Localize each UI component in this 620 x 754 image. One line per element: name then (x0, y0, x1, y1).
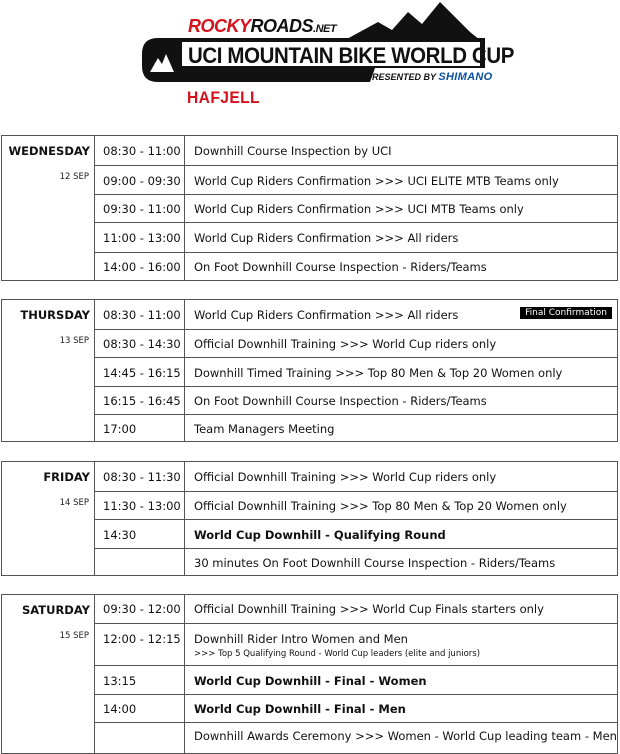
day-column (2, 136, 95, 280)
row-event: World Cup Riders Confirmation >>> UCI ELITE MTB Teams only (194, 173, 559, 188)
schedule-row (94, 491, 617, 520)
day-date: 13 SEP (59, 336, 89, 346)
row-time: 14:00 - 16:00 (94, 253, 185, 281)
row-time: 08:30 - 11:00 (94, 300, 185, 329)
schedule-day-friday (1, 461, 618, 576)
row-time: 08:30 - 14:30 (94, 330, 185, 358)
schedule-row (94, 694, 617, 723)
schedule-row (94, 722, 617, 754)
presented-by: PRESENTED BY SHIMANO (366, 71, 493, 83)
row-time: 09:00 - 09:30 (94, 166, 185, 195)
status-badge: Final Confirmation (520, 307, 612, 319)
row-time (94, 549, 185, 576)
schedule-day-wednesday (1, 135, 618, 281)
row-event: World Cup Riders Confirmation >>> UCI MTB Teams only (194, 202, 524, 216)
row-event: World Cup Downhill - Qualifying Round (194, 527, 446, 542)
row-event: Official Downhill Training >>> World Cup riders only (194, 337, 497, 351)
row-time: 14:30 (94, 520, 185, 549)
row-event: Team Managers Meeting (194, 421, 335, 436)
day-name: SATURDAY (21, 603, 90, 617)
schedule-row (94, 414, 617, 442)
day-name: FRIDAY (43, 470, 90, 484)
schedule-row (94, 548, 617, 576)
row-time: 08:30 - 11:00 (94, 136, 185, 165)
day-column (2, 462, 95, 575)
day-column (2, 300, 95, 441)
mountain-bike-icon (148, 50, 176, 74)
row-event: On Foot Downhill Course Inspection - Riders/Teams (194, 394, 487, 408)
schedule-row (94, 519, 617, 549)
row-time: 16:15 - 16:45 (94, 387, 185, 415)
row-time: 14:00 (94, 695, 185, 723)
row-time: 09:30 - 11:00 (94, 195, 185, 223)
row-time: 08:30 - 11:30 (94, 462, 185, 491)
schedule-row (94, 222, 617, 253)
brand-wordmark: ROCKYROADS.NET (188, 16, 337, 36)
sponsor-name: SHIMANO (438, 71, 493, 83)
schedule-row (94, 462, 617, 491)
schedule-row (94, 329, 617, 358)
row-time (94, 723, 185, 754)
schedule-row (94, 252, 617, 281)
schedule-day-thursday (1, 299, 618, 442)
row-event-title: Downhill Rider Intro Women and Men (194, 631, 408, 646)
row-time: 13:15 (94, 666, 185, 695)
day-date: 14 SEP (59, 498, 89, 508)
row-time: 17:00 (94, 415, 185, 442)
day-date: 15 SEP (59, 631, 89, 641)
row-time: 14:45 - 16:15 (94, 358, 185, 387)
row-event: On Foot Downhill Course Inspection - Riders/Teams (194, 260, 487, 274)
schedule-row (94, 357, 617, 387)
schedule-row (94, 623, 617, 666)
venue-name: HAFJELL (187, 88, 260, 107)
schedule-row (94, 386, 617, 415)
schedule-row (94, 165, 617, 195)
day-name: THURSDAY (20, 308, 90, 322)
row-event: Downhill Awards Ceremony >>> Women - World Cup leading team - Men (194, 729, 617, 743)
row-event: Downhill Timed Training >>> Top 80 Men & Top 20 Women only (194, 365, 563, 380)
schedule-day-saturday (1, 594, 618, 754)
row-time: 11:00 - 13:00 (94, 223, 185, 253)
row-event: Official Downhill Training >>> World Cup riders only (194, 469, 497, 484)
row-event: 30 minutes On Foot Downhill Course Inspection - Riders/Teams (194, 555, 556, 570)
row-time: 09:30 - 12:00 (94, 595, 185, 623)
row-time: 11:30 - 13:00 (94, 492, 185, 520)
day-date: 12 SEP (59, 172, 89, 182)
row-event: Official Downhill Training >>> Top 80 Men & Top 20 Women only (194, 499, 567, 513)
row-event (194, 624, 617, 666)
row-event: World Cup Downhill - Final - Men (194, 702, 406, 716)
row-event: World Cup Downhill - Final - Women (194, 673, 427, 688)
event-title: UCI MOUNTAIN BIKE WORLD CUP (188, 43, 515, 68)
row-event: World Cup Riders Confirmation >>> All riders (194, 307, 459, 322)
schedule-row (94, 300, 617, 329)
row-event: Official Downhill Training >>> World Cup Finals starters only (194, 602, 544, 616)
row-event: World Cup Riders Confirmation >>> All riders (194, 231, 459, 245)
schedule-row (94, 665, 617, 695)
row-time: 12:00 - 12:15 (94, 624, 185, 666)
row-event-note: >>> Top 5 Qualifying Round - World Cup leaders (elite and juniors) (194, 648, 481, 659)
event-logo (140, 0, 515, 112)
day-column (2, 595, 95, 753)
schedule-row (94, 136, 617, 165)
row-event: Downhill Course Inspection by UCI (194, 143, 392, 158)
schedule-row (94, 595, 617, 623)
schedule-row (94, 194, 617, 223)
day-name: WEDNESDAY (8, 144, 90, 158)
